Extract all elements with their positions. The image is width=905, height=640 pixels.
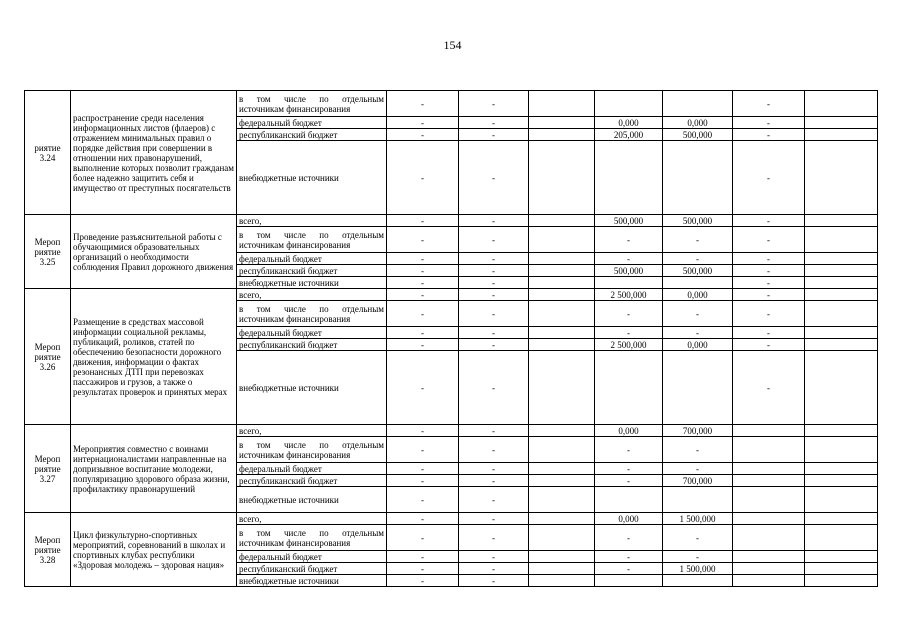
amount-cell: - <box>387 277 459 289</box>
amount-cell <box>595 91 663 117</box>
funding-source: внебюджетные источники <box>237 575 387 587</box>
amount-cell: 500,000 <box>595 215 663 227</box>
amount-cell <box>595 277 663 289</box>
amount-cell <box>529 487 595 513</box>
amount-cell: - <box>459 525 529 551</box>
amount-cell <box>529 117 595 129</box>
amount-cell: - <box>387 129 459 141</box>
amount-cell: - <box>459 463 529 475</box>
amount-cell <box>529 575 595 587</box>
amount-cell <box>529 227 595 253</box>
amount-cell <box>805 563 878 575</box>
amount-cell: 700,000 <box>663 475 733 487</box>
amount-cell: - <box>733 277 805 289</box>
amount-cell: - <box>733 215 805 227</box>
amount-cell: - <box>387 425 459 437</box>
amount-cell: - <box>387 117 459 129</box>
amount-cell: - <box>733 141 805 215</box>
table-row <box>25 91 878 117</box>
amount-cell: - <box>387 487 459 513</box>
amount-cell: - <box>733 265 805 277</box>
funding-source: республиканский бюджет <box>237 563 387 575</box>
amount-cell: - <box>459 563 529 575</box>
amount-cell: - <box>733 339 805 351</box>
amount-cell: 500,000 <box>663 129 733 141</box>
amount-cell: - <box>387 215 459 227</box>
amount-cell: - <box>663 437 733 463</box>
amount-cell <box>529 129 595 141</box>
funding-source: всего, <box>237 513 387 525</box>
amount-cell <box>805 425 878 437</box>
amount-cell <box>805 265 878 277</box>
amount-cell: - <box>733 289 805 301</box>
funding-source: внебюджетные источники <box>237 141 387 215</box>
amount-cell: - <box>459 301 529 327</box>
amount-cell: - <box>595 463 663 475</box>
amount-cell: - <box>663 525 733 551</box>
amount-cell <box>805 351 878 425</box>
amount-cell <box>529 289 595 301</box>
amount-cell <box>733 425 805 437</box>
amount-cell <box>663 141 733 215</box>
amount-cell <box>595 351 663 425</box>
amount-cell <box>529 475 595 487</box>
amount-cell <box>529 513 595 525</box>
amount-cell: - <box>387 437 459 463</box>
funding-source: федеральный бюджет <box>237 463 387 475</box>
amount-cell <box>733 551 805 563</box>
amount-cell <box>805 437 878 463</box>
funding-source: в том числе по отдельным источникам финансирования <box>237 301 387 327</box>
amount-cell: - <box>459 487 529 513</box>
amount-cell: - <box>663 227 733 253</box>
amount-cell: - <box>595 253 663 265</box>
amount-cell <box>805 475 878 487</box>
amount-cell: - <box>663 253 733 265</box>
amount-cell: - <box>387 475 459 487</box>
amount-cell <box>529 563 595 575</box>
amount-cell: - <box>459 425 529 437</box>
amount-cell <box>663 351 733 425</box>
amount-cell: - <box>387 339 459 351</box>
amount-cell: 1 500,000 <box>663 513 733 525</box>
amount-cell: - <box>387 525 459 551</box>
measure-code: Мероп риятие 3.25 <box>25 215 71 289</box>
amount-cell: - <box>595 327 663 339</box>
funding-source: внебюджетные источники <box>237 487 387 513</box>
amount-cell <box>663 277 733 289</box>
funding-source: в том числе по отдельным источникам финансирования <box>237 437 387 463</box>
amount-cell <box>805 277 878 289</box>
amount-cell <box>529 463 595 475</box>
amount-cell: - <box>595 525 663 551</box>
amount-cell: - <box>663 301 733 327</box>
amount-cell: 500,000 <box>663 215 733 227</box>
amount-cell: - <box>387 575 459 587</box>
amount-cell <box>529 277 595 289</box>
amount-cell: - <box>387 513 459 525</box>
amount-cell: - <box>387 289 459 301</box>
amount-cell: - <box>459 91 529 117</box>
table-row <box>25 215 878 227</box>
amount-cell <box>805 487 878 513</box>
amount-cell: - <box>459 513 529 525</box>
amount-cell <box>529 339 595 351</box>
amount-cell: 0,000 <box>663 339 733 351</box>
amount-cell <box>733 487 805 513</box>
funding-source: федеральный бюджет <box>237 117 387 129</box>
amount-cell: - <box>459 253 529 265</box>
amount-cell <box>529 141 595 215</box>
amount-cell <box>805 301 878 327</box>
amount-cell: - <box>387 463 459 475</box>
measure-code: Мероп риятие 3.28 <box>25 513 71 587</box>
amount-cell <box>805 525 878 551</box>
amount-cell <box>529 91 595 117</box>
measure-description: Цикл физкультурно-спортивных мероприятий, соревнований в школах и спортивных клубах республики «Здоровая молодежь – здоровая нация» <box>71 513 237 587</box>
amount-cell: - <box>387 141 459 215</box>
funding-source: федеральный бюджет <box>237 253 387 265</box>
amount-cell: - <box>387 265 459 277</box>
amount-cell: - <box>459 575 529 587</box>
amount-cell <box>733 563 805 575</box>
amount-cell: - <box>663 551 733 563</box>
amount-cell: - <box>387 253 459 265</box>
amount-cell: 0,000 <box>595 513 663 525</box>
amount-cell: 2 500,000 <box>595 339 663 351</box>
amount-cell: - <box>459 129 529 141</box>
measure-description: Мероприятия совместно с воинами интернационалистами направленные на допризывное воспитание молодежи, популяризацию здорового образа жизни, профилактику правонарушений <box>71 425 237 513</box>
amount-cell: 500,000 <box>595 265 663 277</box>
amount-cell <box>805 551 878 563</box>
amount-cell <box>805 339 878 351</box>
page-number: 154 <box>443 38 462 52</box>
amount-cell <box>529 301 595 327</box>
amount-cell: - <box>733 301 805 327</box>
amount-cell: - <box>387 327 459 339</box>
measure-code: Мероп риятие 3.26 <box>25 289 71 425</box>
measure-code: Мероп риятие 3.27 <box>25 425 71 513</box>
amount-cell: - <box>595 227 663 253</box>
amount-cell <box>663 487 733 513</box>
amount-cell <box>529 327 595 339</box>
amount-cell: - <box>459 277 529 289</box>
amount-cell: - <box>733 117 805 129</box>
amount-cell: 0,000 <box>595 117 663 129</box>
amount-cell <box>733 475 805 487</box>
amount-cell <box>805 289 878 301</box>
amount-cell <box>663 91 733 117</box>
amount-cell: - <box>733 351 805 425</box>
amount-cell <box>595 487 663 513</box>
amount-cell: - <box>387 91 459 117</box>
amount-cell: - <box>459 141 529 215</box>
measure-description: распространение среди населения информационных листов (флаеров) с отражением минимальных правил о порядке действия при совершении в отношении них правонарушений, выполнение которых позволит гражданам более надежно защитить себя и имущество от преступных посягательств <box>71 91 237 215</box>
amount-cell: - <box>459 227 529 253</box>
amount-cell <box>805 141 878 215</box>
amount-cell <box>663 575 733 587</box>
measure-code: риятие 3.24 <box>25 91 71 215</box>
amount-cell <box>733 463 805 475</box>
funding-source: в том числе по отдельным источникам финансирования <box>237 227 387 253</box>
funding-source: всего, <box>237 425 387 437</box>
amount-cell <box>529 437 595 463</box>
amount-cell: - <box>387 351 459 425</box>
amount-cell: - <box>595 551 663 563</box>
amount-cell: - <box>459 351 529 425</box>
amount-cell <box>529 525 595 551</box>
amount-cell <box>805 117 878 129</box>
amount-cell <box>529 551 595 563</box>
amount-cell <box>733 575 805 587</box>
amount-cell <box>805 513 878 525</box>
amount-cell <box>595 141 663 215</box>
amount-cell <box>805 253 878 265</box>
funding-source: в том числе по отдельным источникам финансирования <box>237 91 387 117</box>
amount-cell: - <box>733 327 805 339</box>
amount-cell <box>529 215 595 227</box>
amount-cell: - <box>459 265 529 277</box>
amount-cell <box>733 525 805 551</box>
amount-cell <box>595 575 663 587</box>
funding-source: республиканский бюджет <box>237 339 387 351</box>
amount-cell <box>733 513 805 525</box>
amount-cell: - <box>459 475 529 487</box>
amount-cell: - <box>459 339 529 351</box>
amount-cell <box>805 227 878 253</box>
measure-description: Проведение разъяснительной работы с обучающимися образовательных организаций о необходимости соблюдения Правил дорожного движения <box>71 215 237 289</box>
amount-cell: - <box>387 227 459 253</box>
amount-cell: - <box>459 327 529 339</box>
amount-cell <box>805 215 878 227</box>
table-row <box>25 425 878 437</box>
amount-cell: - <box>595 563 663 575</box>
amount-cell: - <box>733 91 805 117</box>
funding-source: всего, <box>237 289 387 301</box>
amount-cell: - <box>387 563 459 575</box>
amount-cell <box>529 253 595 265</box>
amount-cell: - <box>459 551 529 563</box>
funding-source: внебюджетные источники <box>237 277 387 289</box>
funding-source: республиканский бюджет <box>237 475 387 487</box>
amount-cell: - <box>459 437 529 463</box>
table-row <box>25 513 878 525</box>
amount-cell: 0,000 <box>663 117 733 129</box>
amount-cell <box>529 265 595 277</box>
amount-cell: - <box>733 253 805 265</box>
amount-cell <box>529 351 595 425</box>
amount-cell: 0,000 <box>663 289 733 301</box>
amount-cell: - <box>663 463 733 475</box>
funding-source: федеральный бюджет <box>237 551 387 563</box>
amount-cell: 1 500,000 <box>663 563 733 575</box>
amount-cell: - <box>595 301 663 327</box>
amount-cell: - <box>595 475 663 487</box>
funding-source: республиканский бюджет <box>237 265 387 277</box>
amount-cell <box>805 327 878 339</box>
amount-cell <box>805 575 878 587</box>
funding-source: федеральный бюджет <box>237 327 387 339</box>
table-row <box>25 289 878 301</box>
measure-description: Размещение в средствах массовой информации социальной рекламы, публикаций, роликов, статей по обеспечению безопасности дорожного движения, информации о фактах резонансных ДТП при перевозках пассажиров и грузов, а также о результатах проверок и принятых мерах <box>71 289 237 425</box>
amount-cell: - <box>733 129 805 141</box>
funding-source: всего, <box>237 215 387 227</box>
budget-table <box>24 90 878 587</box>
amount-cell: 500,000 <box>663 265 733 277</box>
amount-cell: - <box>387 551 459 563</box>
amount-cell: - <box>595 437 663 463</box>
amount-cell: - <box>387 301 459 327</box>
amount-cell: - <box>459 215 529 227</box>
amount-cell <box>529 425 595 437</box>
amount-cell: 0,000 <box>595 425 663 437</box>
amount-cell: - <box>459 289 529 301</box>
amount-cell <box>805 463 878 475</box>
amount-cell: - <box>733 227 805 253</box>
amount-cell <box>805 129 878 141</box>
amount-cell <box>733 437 805 463</box>
funding-source: в том числе по отдельным источникам финансирования <box>237 525 387 551</box>
amount-cell: - <box>459 117 529 129</box>
funding-source: республиканский бюджет <box>237 129 387 141</box>
amount-cell <box>805 91 878 117</box>
amount-cell: 700,000 <box>663 425 733 437</box>
funding-source: внебюджетные источники <box>237 351 387 425</box>
amount-cell: - <box>663 327 733 339</box>
amount-cell: 2 500,000 <box>595 289 663 301</box>
amount-cell: 205,000 <box>595 129 663 141</box>
